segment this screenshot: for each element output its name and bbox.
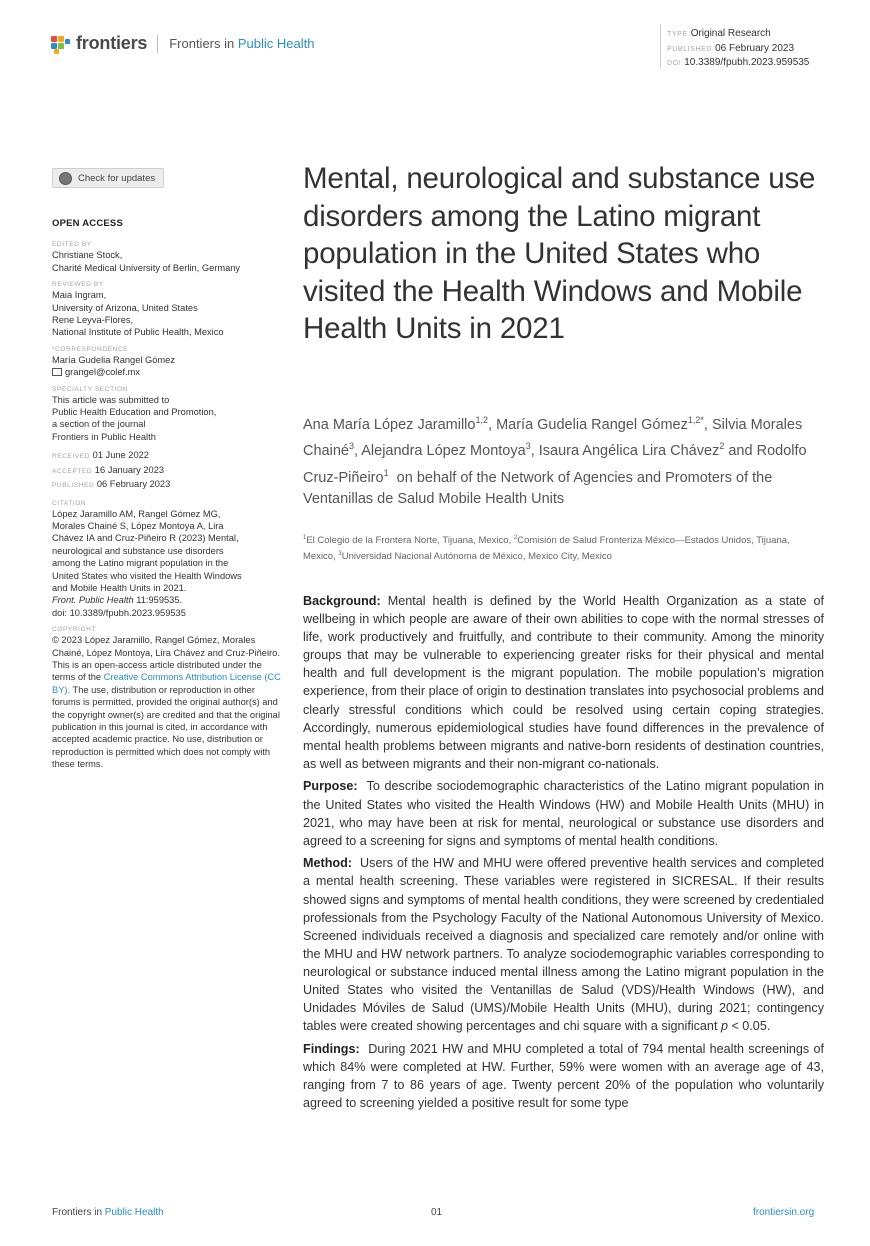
- correspondence-email-row[interactable]: [52, 366, 284, 378]
- footer-journal-accent: Public Health: [104, 1207, 164, 1218]
- type-label: TYPE: [667, 31, 688, 38]
- citation-journal: Front. Public Health: [52, 595, 134, 606]
- citation-journal-row: [52, 594, 284, 606]
- specialty-line: Public Health Education and Promotion,: [52, 407, 217, 418]
- published-row: [52, 478, 284, 492]
- reviewer-affiliation: National Institute of Public Health, Mexico: [52, 327, 224, 338]
- check-for-updates-label: Check for updates: [78, 172, 156, 184]
- crossmark-icon: [59, 172, 72, 185]
- p-symbol: p: [720, 1019, 728, 1034]
- author-name[interactable]: María Gudelia Rangel Gómez: [496, 416, 688, 433]
- on-behalf-of: on behalf of the Network of Agencies and Promoters of the Ventanillas de Salud Mobile Health Units: [303, 469, 773, 507]
- published-label: PUBLISHED: [667, 45, 713, 53]
- accepted-label: ACCEPTED: [52, 467, 93, 475]
- specialty-line: Frontiers in Public Health: [52, 431, 156, 442]
- method-text: Users of the HW and MHU were offered preventive health services and completed a mental health screening. These variables were registered in SICRESAL. If their results showed signs and symptoms of mental health conditions, they were screened by credentialed professionals from the Psychology Faculty of the National Autonomous University of Mexico. Screened individuals received a diagnosis and specialized care remotely and/or online with the MHU and HW network partners. To analyze sociodemographic variables corresponding to neurological or substance induced mental illness among the Latino migrant population in the United States who visited the Ventanillas de Salud (VDS)/Health Windows (HW), and Unidades Móviles de Salud (UMS)/Mobile Health Units (MHU), during 2021; contingency tables were created showing percentages and chi square with a significant: [303, 856, 825, 1034]
- type-value: Original Research: [690, 28, 771, 39]
- author-name[interactable]: Silvia Morales Chainé: [303, 416, 803, 460]
- editor-affiliation: Charité Medical University of Berlin, Germany: [52, 262, 241, 273]
- published-date: 06 February 2023: [96, 479, 171, 490]
- author-affiliation-marker: 3: [525, 441, 531, 452]
- received-date: 01 June 2022: [92, 450, 149, 461]
- author-affiliation-marker: 1,2: [475, 415, 488, 425]
- citation-volume: 11:959535.: [133, 595, 183, 606]
- findings-heading: Findings:: [303, 1041, 360, 1056]
- citation-line: neurological and substance use disorders: [52, 545, 224, 556]
- article-meta: [667, 27, 809, 71]
- affiliation-marker: 3: [338, 550, 342, 557]
- article-info-sidebar: [52, 218, 284, 777]
- reviewer-name: Maia Ingram,: [52, 290, 107, 301]
- journal-name: [169, 36, 314, 51]
- citation-line: and Mobile Health Units in 2021.: [52, 582, 187, 593]
- copyright-text-start: © 2023 López Jaramillo, Rangel Gómez, Morales Chainé, López Montoya, Lira Chávez and Cruz-Piñeiro. This is an open-access article distributed under the terms of the: [52, 635, 280, 683]
- copyright-section: [52, 625, 284, 770]
- author-name[interactable]: Alejandra López Montoya: [361, 443, 526, 460]
- citation-doi[interactable]: doi: 10.3389/fpubh.2023.959535: [52, 607, 186, 618]
- purpose-text: To describe sociodemographic characteristics of the Latino migrant population in the United States who visited the Health Windows (HW) and Mobile Health Units (MHU) in 2021, who may have been at risk for mental, neurological or substance use disorders and agreed to a screening for signs and symptoms of mental health conditions.: [303, 779, 824, 848]
- footer-journal: [52, 1207, 164, 1218]
- footer-journal-prefix: Frontiers in: [52, 1207, 105, 1218]
- journal-name-accent: Public Health: [237, 36, 315, 51]
- reviewer-affiliation: University of Arizona, United States: [52, 302, 198, 313]
- accepted-row: [52, 464, 284, 478]
- copyright-text-end: The use, distribution or reproduction in other forums is permitted, provided the original author(s) and the copyright owner(s) are credited and that the original publication in this journal is cited, in accordance with accepted academic practice. No use, distribution or reproduction is permitted which does not comply with these terms.: [52, 684, 280, 770]
- citation-line: Chávez IA and Cruz-Piñeiro R (2023) Mental,: [52, 533, 239, 544]
- citation-line: United States who visited the Health Windows: [52, 570, 242, 581]
- citation-line: Morales Chainé S, López Montoya A, Lira: [52, 520, 224, 531]
- citation-label: CITATION: [52, 499, 87, 507]
- author-list: Ana María López Jaramillo$^{1,2}$, María Gudelia Rangel Gómez$^{1,2*}$, Silvia Morales Chainé$^3$, Alejandra López Montoya$^3$, Isaura Angélica Lira Chávez$^2$ and Rodolfo Cruz-Piñeiro$^1$ on behalf of the Network of Agencies and Promoters of the Ventanillas de Salud Mobile Health Units: [303, 415, 807, 507]
- affiliation-marker: 2: [513, 535, 518, 541]
- doi-label: DOI: [667, 60, 682, 67]
- received-label: RECEIVED: [52, 453, 91, 461]
- affiliation: El Colegio de la Frontera Norte, Tijuana, Mexico,: [306, 535, 514, 547]
- findings-text: During 2021 HW and MHU completed a total of 794 mental health screenings of which 84% were completed at HW. Further, 59% were women with an average age of 43, ranging from 7 to 86 years of age. Twenty percent 20% of the population who voluntarily agreed to screening yielded a positive result for some type: [303, 1041, 824, 1111]
- abstract-background: [303, 592, 824, 773]
- abstract-purpose: [303, 777, 824, 849]
- citation-line: among the Latino migrant population in the: [52, 558, 229, 569]
- copyright-label: COPYRIGHT: [52, 626, 97, 634]
- published-value: 06 February 2023: [715, 42, 795, 54]
- author-name[interactable]: Isaura Angélica Lira Chávez: [538, 443, 720, 460]
- article-title: Mental, neurological and substance use disorders among the Latino migrant population in the United States who visited the Health Windows and Mobile Health Units in 2021: [303, 162, 816, 345]
- affiliation-marker: 1: [303, 535, 307, 541]
- received-row: [52, 449, 284, 463]
- specialty-section: [52, 385, 284, 444]
- affiliation: Comisión de Salud Fronteriza México—Estados Unidos, Tijuana, Mexico,: [303, 535, 790, 562]
- author-affiliation-marker: 1: [383, 467, 389, 478]
- abstract-method: [303, 854, 824, 1035]
- reviewed-by-section: [52, 280, 284, 339]
- frontiers-logo-icon: [51, 34, 71, 54]
- method-heading: Method:: [303, 856, 352, 871]
- dates-section: [52, 449, 284, 492]
- correspondence-email[interactable]: grangel@colef.mx: [65, 367, 141, 378]
- reviewer-name: Rene Leyva-Flores,: [52, 315, 134, 326]
- brand-name: frontiers: [76, 33, 148, 53]
- published-label: PUBLISHED: [52, 482, 95, 490]
- author-affiliation-marker: 1,2*: [687, 415, 704, 425]
- author-name[interactable]: Rodolfo Cruz-Piñeiro: [303, 443, 807, 486]
- background-heading: Background:: [303, 594, 381, 608]
- correspondence-section: [52, 345, 284, 379]
- citation-line: López Jaramillo AM, Rangel Gómez MG,: [52, 508, 221, 519]
- journal-header-logo[interactable]: [51, 33, 314, 54]
- doi-value[interactable]: 10.3389/fpubh.2023.959535: [684, 57, 810, 68]
- affiliations: [303, 532, 823, 563]
- abstract-findings: [303, 1040, 824, 1112]
- author-affiliation-marker: 3: [348, 441, 354, 452]
- edited-by-label: EDITED BY: [52, 241, 92, 249]
- correspondence-label: *CORRESPONDENCE: [52, 345, 129, 353]
- editor-name: Christiane Stock,: [52, 250, 123, 261]
- copyright-text: [52, 634, 284, 770]
- specialty-line: This article was submitted to: [52, 394, 170, 405]
- accepted-date: 16 January 2023: [94, 464, 165, 475]
- brand-divider: [157, 35, 158, 53]
- meta-divider: [660, 24, 661, 68]
- author-name[interactable]: Ana María López Jaramillo: [303, 416, 476, 433]
- page-number: 01: [431, 1207, 443, 1218]
- cc-by-license-link[interactable]: Creative Commons Attribution License (CC BY).: [52, 672, 281, 695]
- method-text-end: < 0.05.: [727, 1019, 771, 1034]
- abstract: [303, 592, 824, 1117]
- author-affiliation-marker: 2: [719, 441, 725, 452]
- citation-section: [52, 499, 284, 620]
- reviewed-by-label: REVIEWED BY: [52, 281, 104, 289]
- open-access-heading: OPEN ACCESS: [52, 218, 124, 229]
- background-text: Mental health is defined by the World Health Organization as a state of wellbeing in which people are aware of their own abilities to cope with the normal stresses of life, work productively and fruitfully, and contribute to their community. Among the minority groups that may be vulnerable to experiencing greater risks for their physical and mental health and full development is the migrant population. The mobile population’s migration experience, from their place of origin to destination translates into psychosocial problems and clearly stressful conditions which could be resolved using certain coping strategies. Accordingly, numerous epidemiological studies have found differences in the prevalence of mental health problems between migrants and native-born residents of destination countries, as well as between migrants and their non-migrant co-nationals.: [303, 594, 825, 771]
- correspondence-name: María Gudelia Rangel Gómez: [52, 354, 175, 365]
- specialty-line: a section of the journal: [52, 419, 146, 430]
- specialty-label: SPECIALTY SECTION: [52, 385, 129, 393]
- affiliation: Universidad Nacional Autónoma de México, Mexico City, Mexico: [341, 550, 612, 562]
- check-for-updates-button[interactable]: [52, 168, 164, 188]
- journal-name-prefix: Frontiers in: [169, 36, 238, 51]
- envelope-icon: [52, 368, 62, 376]
- edited-by-section: [52, 240, 284, 274]
- frontiersin-link[interactable]: frontiersin.org: [753, 1207, 815, 1218]
- purpose-heading: Purpose:: [303, 779, 358, 794]
